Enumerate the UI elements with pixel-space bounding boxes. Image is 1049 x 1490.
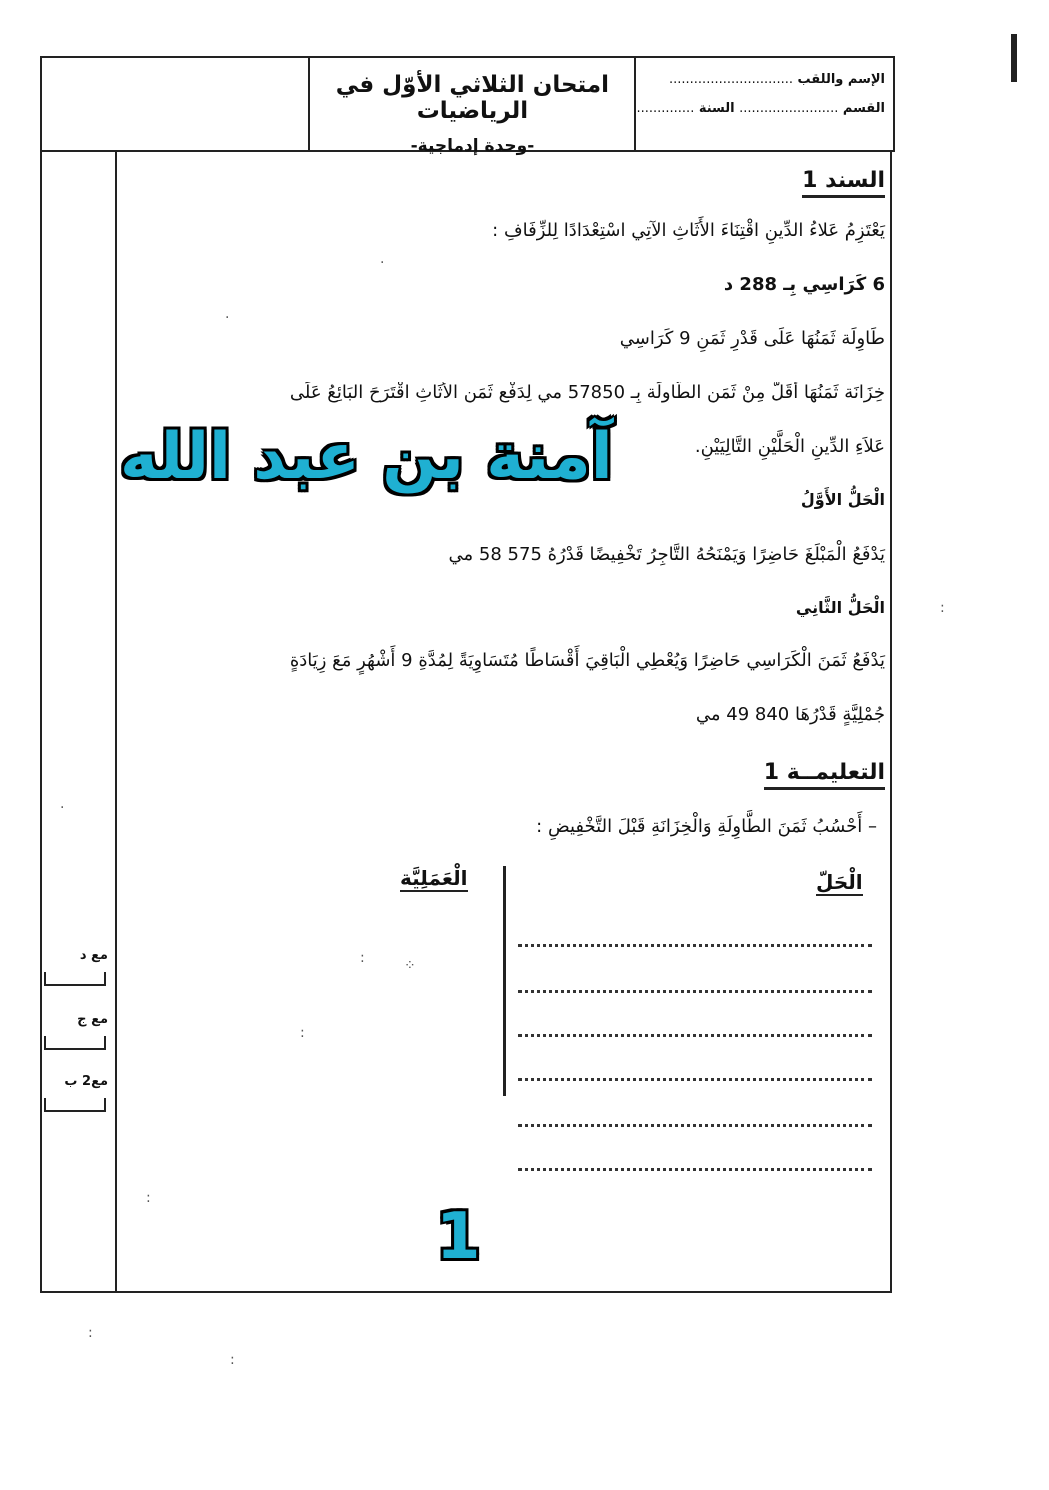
operation-column-label: الْعَمَلِيَّة xyxy=(400,866,468,890)
scan-speck: · xyxy=(60,800,65,816)
criterion-label: مع2 ب xyxy=(64,1074,108,1089)
criterion-label: مع د xyxy=(79,948,108,963)
exam-header xyxy=(40,56,895,156)
solution1-text: يَدْفَعُ الْمَبْلَغَ حَاضِرًا وَيَمْنَحُهُ التَّاجِرُ تَخْفِيضًا قَدْرُهُ 575 58 مي xyxy=(448,544,885,565)
author-watermark: آمنة بن عبد الله xyxy=(120,420,613,494)
scan-speck: : xyxy=(360,950,365,966)
answer-line[interactable] xyxy=(518,1168,872,1171)
scan-speck: : xyxy=(146,1190,151,1206)
class-label: القسم xyxy=(842,101,885,116)
item-wardrobe-line2: عَلاَءِ الدِّينِ الْحَلَّيْنِ التَّالِيَيْنِ. xyxy=(694,436,885,457)
name-label: الإسم واللقب xyxy=(797,72,885,87)
solution2-title: الْحَلُّ الثَّانِي xyxy=(795,598,885,617)
answer-column-divider xyxy=(503,866,506,1096)
year-field[interactable]: .............. xyxy=(636,101,695,116)
scan-edge-mark xyxy=(1011,34,1017,82)
sidebar-divider xyxy=(115,150,117,1293)
class-field[interactable]: ........................ xyxy=(739,101,839,116)
item-wardrobe-line1: خِزَانَة ثَمَنُهَا أَقَلُّ مِنْ ثَمَنِ الطَّاوِلَة بِـ 57850 مي لِدَفْعِ ثَمَنِ الأَثَاثِ اقْتَرَحَ البَائِعُ عَلَى xyxy=(289,382,885,403)
page-number: 1 xyxy=(436,1200,481,1274)
section-title-wrap xyxy=(802,168,885,198)
exam-title: امتحان الثلاثي الأوّل في الرياضيات xyxy=(335,72,610,124)
name-row xyxy=(636,72,885,87)
intro-text: يَعْتَزِمُ عَلاءُ الدِّينِ اقْتِنَاءَ الأَثَاثِ الآتِي اسْتِعْدَادًا لِلزِّفَافِ : xyxy=(492,220,885,241)
item-chairs: 6 كَرَاسِي بِـ 288 د xyxy=(723,274,885,295)
answer-line[interactable] xyxy=(518,1078,872,1081)
task-title-wrap xyxy=(764,760,885,790)
answer-line[interactable] xyxy=(518,990,872,993)
task-title: التعليمــة 1 xyxy=(764,760,885,790)
scan-speck: ⁘ xyxy=(404,958,416,974)
solution1-title: الْحَلُّ الأَوَّلُ xyxy=(800,490,885,509)
solution2-line2: جُمْلِيَّةٍ قَدْرُهَا 840 49 مي xyxy=(695,704,885,725)
scan-speck: · xyxy=(380,255,385,271)
class-row xyxy=(636,101,885,116)
scan-speck: · xyxy=(225,310,230,326)
criterion-score-box[interactable] xyxy=(44,1098,106,1112)
answer-line[interactable] xyxy=(518,1124,872,1127)
answer-line[interactable] xyxy=(518,1034,872,1037)
year-label: السنة xyxy=(698,101,735,116)
criterion-score-box[interactable] xyxy=(44,1036,106,1050)
criterion-score-box[interactable] xyxy=(44,972,106,986)
section-title: السند 1 xyxy=(802,168,885,198)
item-table: طَاوِلَة ثَمَنُهَا عَلَى قَدْرِ ثَمَنِ 9 كَرَاسِي xyxy=(619,328,885,349)
answer-line[interactable] xyxy=(518,944,872,947)
criterion-label: مع ج xyxy=(77,1012,108,1027)
scan-speck: : xyxy=(88,1325,93,1341)
scan-speck: : xyxy=(300,1025,305,1041)
solution2-line1: يَدْفَعُ ثَمَنَ الْكَرَاسِي حَاضِرًا وَيُعْطِي الْبَاقِيَ أَقْسَاطًا مُتَسَاوِيَةً لِمُدَّةِ 9 أَشْهُرٍ مَعَ زِيَادَةٍ xyxy=(289,650,885,671)
scan-speck: : xyxy=(940,600,945,616)
exam-subtitle: -وحدة إدماجية- xyxy=(410,136,535,156)
student-info-cell xyxy=(636,58,893,150)
header-grade-cell xyxy=(42,58,310,150)
task-instruction: – أَحْسُبُ ثَمَنَ الطَّاوِلَةِ وَالْخِزَانَةِ قَبْلَ التَّخْفِيضِ : xyxy=(536,816,877,837)
scan-speck: : xyxy=(230,1352,235,1368)
name-field[interactable]: .............................. xyxy=(669,72,793,87)
header-title-cell xyxy=(310,58,636,156)
solution-column-label: الْحَلّ xyxy=(816,870,863,894)
